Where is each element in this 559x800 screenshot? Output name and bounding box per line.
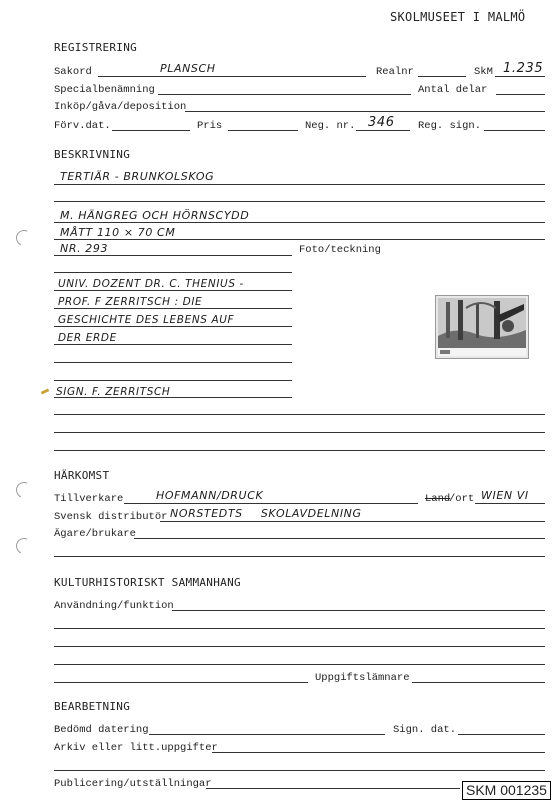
binder-hole-2 — [14, 480, 35, 501]
rule-10 — [54, 344, 292, 345]
negnr-line — [356, 130, 410, 131]
anvandning-line — [172, 610, 545, 611]
binder-hole-1 — [14, 228, 35, 249]
rule-15 — [54, 432, 545, 433]
antal-delar-label: Antal delar — [418, 84, 488, 96]
pris-line — [228, 130, 298, 131]
rule-8 — [54, 308, 292, 309]
beskrivning-line-7: GESCHICHTE DES LEBENS AUF — [58, 314, 235, 326]
rule-12 — [54, 380, 292, 381]
datering-label: Bedömd datering — [54, 724, 149, 736]
section-bearbetning: BEARBETNING — [54, 700, 131, 713]
distributor-line — [160, 521, 545, 522]
rule-21 — [54, 682, 308, 683]
publicering-line — [206, 788, 460, 789]
rule-11 — [54, 362, 292, 363]
skm-value: 1.235 — [503, 61, 544, 76]
inkop-line — [185, 111, 545, 112]
specialbenamning-line — [158, 94, 411, 95]
ort-line — [475, 503, 545, 504]
rule-13 — [54, 397, 292, 398]
rule-5 — [54, 255, 292, 256]
section-beskrivning: BESKRIVNING — [54, 148, 131, 161]
anvandning-label: Användning/funktion — [54, 600, 174, 612]
agare-line — [134, 538, 545, 539]
sakord-line — [98, 76, 366, 77]
beskrivning-line-8: DER ERDE — [58, 332, 117, 344]
beskrivning-line-9: SIGN. F. ZERRITSCH — [56, 386, 171, 398]
tick-mark — [41, 388, 50, 394]
rule-20 — [54, 664, 545, 665]
rule-9 — [54, 326, 292, 327]
distributor-value: NORSTEDTS SKOLAVDELNING — [170, 507, 362, 520]
arkiv-line — [212, 752, 545, 753]
beskrivning-line-3: MÅTT 110 × 70 CM — [60, 226, 176, 239]
rule-17 — [54, 556, 545, 557]
rule-18 — [54, 628, 545, 629]
sign-label: Sign. dat. — [393, 724, 457, 736]
negnr-label: Neg. nr. — [305, 120, 356, 132]
skm-line — [495, 76, 545, 77]
datering-line — [149, 734, 385, 735]
museum-header: SKOLMUSEET I MALMÖ — [390, 10, 526, 24]
land-label: Land — [425, 493, 451, 505]
sakord-value: PLANSCH — [160, 62, 216, 75]
realnr-line — [418, 76, 466, 77]
ort-label: /ort — [449, 493, 475, 505]
poster-photo — [435, 295, 529, 359]
foto-label: Foto/teckning — [299, 244, 381, 256]
tillverkare-value: HOFMANN/DRUCK — [156, 489, 264, 502]
rule-2 — [54, 201, 545, 202]
forest-scene-image — [436, 296, 528, 358]
beskrivning-line-2: M. HÄNGREG OCH HÖRNSCYDD — [60, 209, 250, 222]
agare-label: Ägare/brukare — [54, 528, 136, 540]
rule-6 — [54, 272, 292, 273]
section-kultur: KULTURHISTORISKT SAMMANHANG — [54, 576, 241, 589]
rule-7 — [54, 290, 292, 291]
rule-1 — [54, 184, 545, 185]
forvdat-line — [112, 130, 190, 131]
antal-delar-line — [496, 94, 545, 95]
uppgift-label: Uppgiftslämnare — [315, 672, 410, 684]
rule-19 — [54, 646, 545, 647]
pris-label: Pris — [197, 120, 223, 132]
arkiv-label: Arkiv eller litt.uppgifter — [54, 742, 218, 754]
beskrivning-line-1: TERTIÄR - BRUNKOLSKOG — [60, 170, 215, 183]
forvdat-label: Förv.dat. — [54, 120, 111, 132]
inkop-label: Inköp/gåva/deposition — [54, 101, 187, 113]
section-harkomst: HÄRKOMST — [54, 469, 110, 482]
binder-hole-3 — [14, 536, 35, 557]
ort-value: WIEN VI — [481, 489, 529, 502]
regsign-line — [484, 130, 545, 131]
rule-4 — [54, 239, 545, 240]
tillverkare-line — [124, 503, 418, 504]
distributor-label: Svensk distributör — [54, 511, 168, 523]
rule-16 — [54, 450, 545, 451]
rule-22 — [54, 770, 545, 771]
beskrivning-line-4: NR. 293 — [60, 242, 109, 255]
negnr-value: 346 — [368, 115, 395, 130]
sign-line — [458, 734, 545, 735]
sakord-label: Sakord — [54, 66, 92, 78]
inventory-stamp: SKM 001235 — [462, 781, 551, 800]
realnr-label: Realnr — [376, 66, 414, 78]
section-registrering: REGISTRERING — [54, 41, 138, 54]
rule-14 — [54, 414, 545, 415]
uppgift-line — [412, 682, 545, 683]
beskrivning-line-5: UNIV. DOZENT DR. C. THENIUS - — [58, 278, 244, 290]
skm-label: SkM — [474, 66, 493, 78]
specialbenamning-label: Specialbenämning — [54, 84, 155, 96]
regsign-label: Reg. sign. — [418, 120, 482, 132]
rule-3 — [54, 222, 545, 223]
publicering-label: Publicering/utställningar — [54, 778, 212, 790]
tillverkare-label: Tillverkare — [54, 493, 124, 505]
beskrivning-line-6: PROF. F ZERRITSCH : DIE — [58, 296, 203, 308]
